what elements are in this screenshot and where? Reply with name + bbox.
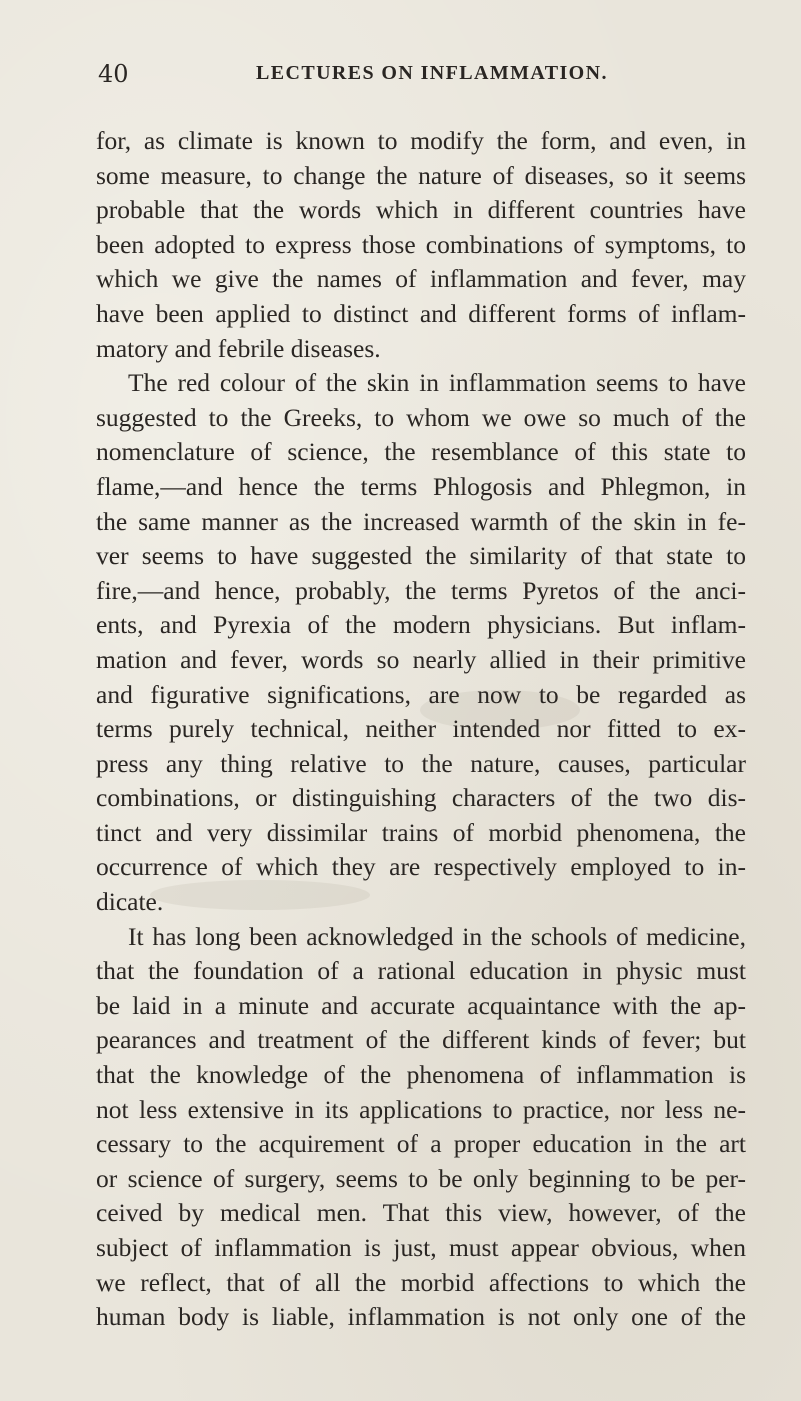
text-line: flame,—and hence the terms Phlogosis and Phlegmon, in <box>96 471 746 501</box>
text-line: ceived by medical men. That this view, however, of the <box>96 1198 746 1228</box>
text-line: for, as climate is known to modify the form, and even, in <box>96 126 746 155</box>
text-line: we reflect, that of all the morbid affections to which the <box>96 1267 746 1297</box>
text-line: not less extensive in its applications to practice, nor less ne- <box>96 1094 746 1124</box>
text-line: combinations, or distinguishing characters of the two dis- <box>96 783 746 813</box>
text-line: nomenclature of science, the resemblance of this state to <box>96 437 746 467</box>
text-line: and figurative significations, are now to be regarded as <box>96 679 746 709</box>
text-line: which we give the names of inflammation and fever, may <box>96 264 746 294</box>
page-number: 40 <box>98 60 129 88</box>
text-line: ents, and Pyrexia of the modern physicians. But inflam- <box>96 610 746 640</box>
text-line: human body is liable, inflammation is not only one of the <box>96 1302 746 1332</box>
text-line: some measure, to change the nature of diseases, so it seems <box>96 160 746 190</box>
text-line: fire,—and hence, probably, the terms Pyretos of the anci- <box>96 575 746 605</box>
text-line: have been applied to distinct and different forms of inflam- <box>96 298 746 328</box>
paragraph-start-line: It has long been acknowledged in the schools of medicine, <box>128 921 746 951</box>
text-line: cessary to the acquirement of a proper education in the art <box>96 1129 746 1159</box>
text-line: tinct and very dissimilar trains of morbid phenomena, the <box>96 817 746 847</box>
body-text <box>96 124 746 1335</box>
text-line: occurrence of which they are respectively employed to in- <box>96 852 746 882</box>
text-line: matory and febrile diseases. <box>96 333 381 363</box>
text-line: that the knowledge of the phenomena of inflammation is <box>96 1060 746 1090</box>
text-line: press any thing relative to the nature, causes, particular <box>96 748 746 778</box>
text-line: pearances and treatment of the different kinds of fever; but <box>96 1025 746 1055</box>
text-line: subject of inflammation is just, must appear obvious, when <box>96 1233 746 1262</box>
text-line: been adopted to express those combinations of symptoms, to <box>96 229 746 259</box>
text-line: ver seems to have suggested the similarity of that state to <box>96 541 746 571</box>
text-line: dicate. <box>96 887 164 917</box>
running-header <box>98 60 738 100</box>
text-line: that the foundation of a rational education in physic must <box>96 956 746 986</box>
text-line: or science of surgery, seems to be only beginning to be per- <box>96 1163 746 1193</box>
text-line: be laid in a minute and accurate acquaintance with the ap- <box>96 990 746 1020</box>
running-title: LECTURES ON INFLAMMATION. <box>256 62 608 84</box>
text-line: suggested to the Greeks, to whom we owe so much of the <box>96 402 746 432</box>
text-line: probable that the words which in different countries have <box>96 195 746 225</box>
text-line: the same manner as the increased warmth of the skin in fe- <box>96 506 746 536</box>
paragraph-start-line: The red colour of the skin in inflammation seems to have <box>128 368 746 398</box>
text-line: mation and fever, words so nearly allied in their primitive <box>96 644 746 674</box>
text-line: terms purely technical, neither intended nor fitted to ex- <box>96 714 746 744</box>
